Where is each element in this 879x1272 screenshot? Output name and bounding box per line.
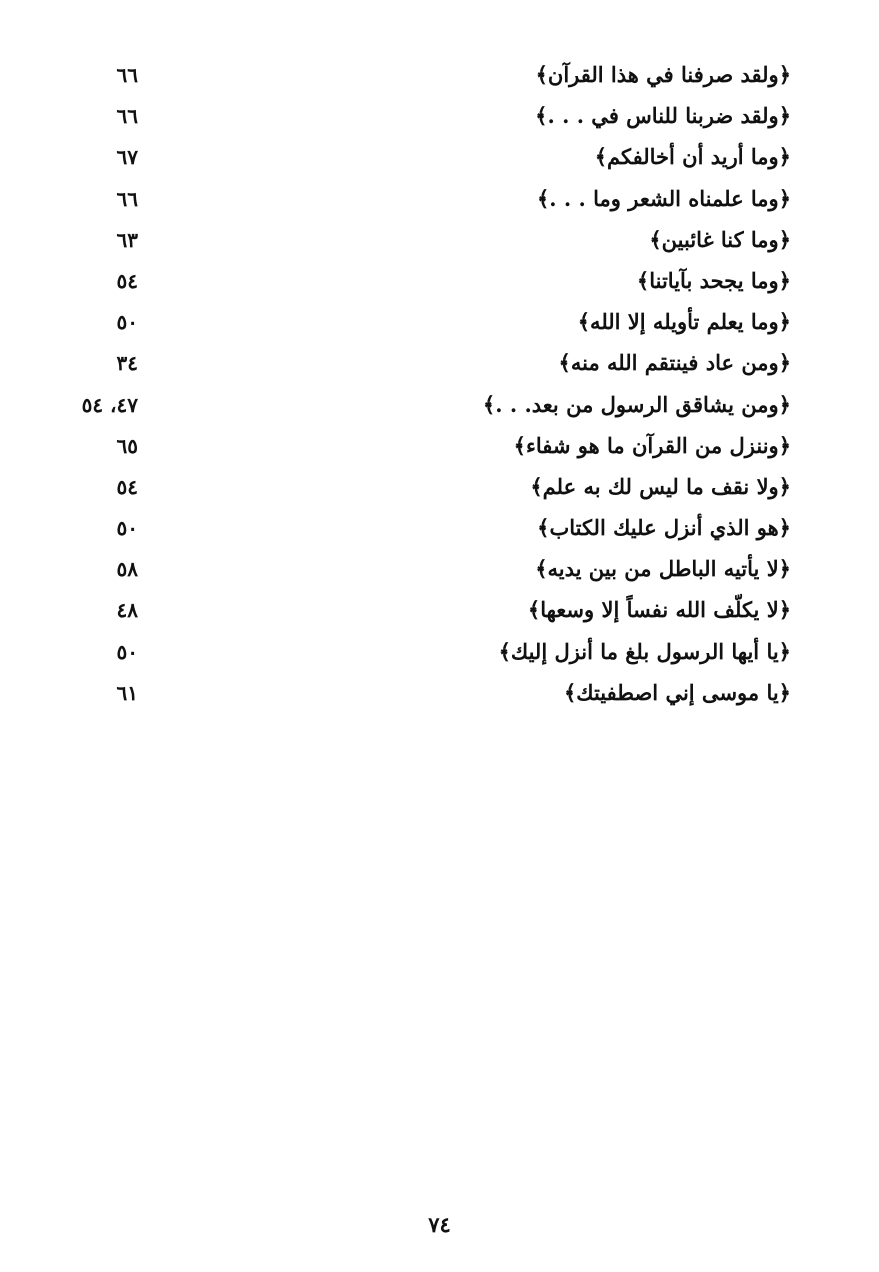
verse-text: ﴿ولقد صرفنا في هذا القرآن﴾	[535, 62, 791, 87]
page-number: ٧٤	[428, 1212, 451, 1237]
verse-text: ﴿وما أريد أن أخالفكم﴾	[594, 144, 791, 170]
index-entry	[0, 303, 879, 344]
page-reference: ٣٤	[116, 351, 138, 376]
index-entry	[0, 262, 879, 303]
page-reference: ٤٧، ٥٤	[81, 392, 138, 417]
verse-index-list	[0, 56, 879, 715]
page-reference: ٥٠	[116, 639, 138, 664]
index-entry	[0, 468, 879, 509]
index-entry	[0, 427, 879, 468]
index-entry	[0, 138, 879, 179]
page-reference: ٤٨	[116, 598, 138, 623]
page-reference: ٦٦	[116, 186, 138, 211]
verse-text: ﴿لا يأتيه الباطل من بين يديه﴾	[535, 556, 791, 582]
verse-text: ﴿وننزل من القرآن ما هو شفاء﴾	[513, 432, 791, 458]
verse-text: ﴿ولا نقف ما ليس لك به علم﴾	[530, 473, 791, 499]
index-entry	[0, 591, 879, 632]
verse-text: ﴿يا موسى إني اصطفيتك﴾	[563, 679, 791, 705]
page-reference: ٦٦	[116, 104, 138, 129]
verse-text: ﴿وما علمناه الشعر وما . . .﴾	[536, 185, 791, 211]
page-reference: ٥٠	[116, 310, 138, 335]
index-entry	[0, 56, 879, 97]
page-reference: ٥٨	[116, 557, 138, 582]
verse-text: ﴿وما يعلم تأويله إلا الله﴾	[577, 309, 791, 335]
page-reference: ٦١	[116, 680, 138, 705]
index-entry	[0, 97, 879, 138]
index-entry	[0, 633, 879, 674]
page-reference: ٥٤	[116, 268, 138, 293]
verse-text: ﴿ومن عاد فينتقم الله منه﴾	[558, 350, 791, 376]
page-reference: ٦٦	[116, 63, 138, 87]
index-entry	[0, 344, 879, 385]
page-reference: ٦٣	[116, 227, 138, 252]
index-entry	[0, 674, 879, 715]
index-entry	[0, 180, 879, 221]
verse-text: ﴿لا يكلّف الله نفساً إلا وسعها﴾	[527, 597, 791, 623]
verse-text: ﴿هو الذي أنزل عليك الكتاب﴾	[537, 515, 791, 541]
verse-text: ﴿وما كنا غائبين﴾	[649, 226, 791, 252]
index-entry	[0, 550, 879, 591]
index-entry	[0, 386, 879, 427]
index-entry	[0, 221, 879, 262]
verse-text: ﴿وما يجحد بآياتنا﴾	[636, 267, 791, 293]
index-entry	[0, 509, 879, 550]
page-reference: ٥٠	[116, 516, 138, 541]
verse-text: ﴿يا أيها الرسول بلغ ما أنزل إليك﴾	[498, 638, 791, 664]
page-reference: ٦٧	[116, 145, 138, 170]
page-reference: ٥٤	[116, 474, 138, 499]
verse-text: ﴿ومن يشاقق الرسول من بعد. . .﴾	[482, 391, 791, 417]
verse-text: ﴿ولقد ضربنا للناس في . . .﴾	[535, 103, 791, 129]
page-reference: ٦٥	[116, 433, 138, 458]
